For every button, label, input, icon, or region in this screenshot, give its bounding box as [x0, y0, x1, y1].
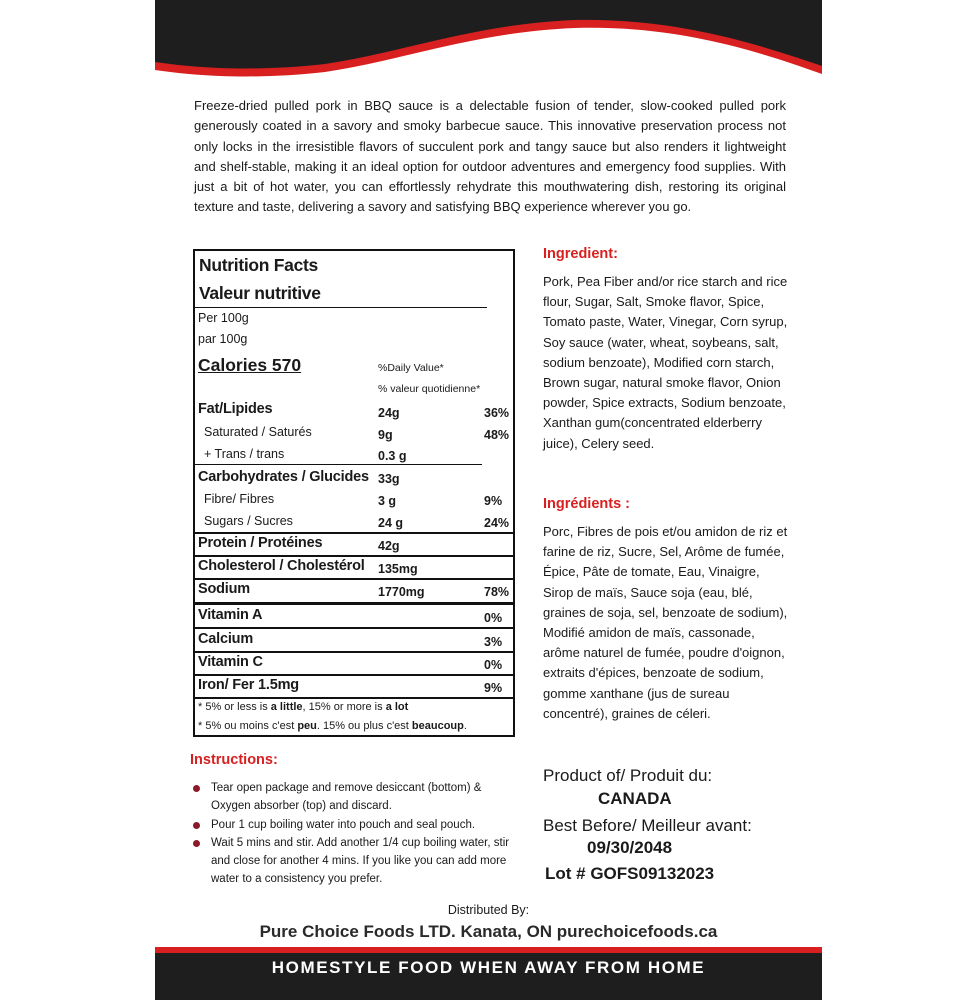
fat-dv: 36%: [484, 406, 510, 420]
fibre-label: Fibre/ Fibres: [204, 492, 275, 506]
footnote-fr: * 5% ou moins c'est peu. 15% ou plus c'est beaucoup.: [198, 720, 467, 732]
instruction-step: Pour 1 cup boiling water into pouch and seal pouch.: [190, 816, 520, 834]
iron-dv: 9%: [484, 681, 503, 695]
trans-label: + Trans / trans: [204, 447, 285, 461]
carbs-label: Carbohydrates / Glucides: [198, 469, 369, 485]
origin-country: CANADA: [598, 789, 672, 808]
sodium-label: Sodium: [198, 581, 250, 597]
calcium-dv: 3%: [484, 635, 503, 649]
divider: [195, 555, 513, 557]
cholesterol-label: Cholesterol / Cholestérol: [198, 558, 365, 574]
divider: [195, 532, 513, 534]
distributor-name: Pure Choice Foods LTD. Kanata, ON purechoicefoods.ca: [259, 922, 718, 941]
bullet-icon: [193, 822, 200, 829]
slogan: HOMESTYLE FOOD WHEN AWAY FROM HOME: [271, 958, 706, 977]
protein-amount: 42g: [378, 539, 400, 553]
top-wave-band: [155, 0, 822, 90]
protein-label: Protein / Protéines: [198, 535, 323, 551]
ingredient-heading-en: Ingredient:: [543, 246, 618, 262]
fat-label: Fat/Lipides: [198, 401, 273, 417]
saturated-dv: 48%: [484, 428, 510, 442]
divider: [195, 627, 513, 629]
calories: Calories 570: [198, 355, 302, 375]
fibre-dv: 9%: [484, 494, 503, 508]
distributed-by-label: Distributed By:: [447, 903, 530, 917]
instructions-heading: Instructions:: [190, 752, 278, 768]
trans-amount: 0.3 g: [378, 449, 407, 463]
divider: [195, 674, 513, 676]
vitamin-c-dv: 0%: [484, 658, 503, 672]
daily-value-header-fr: % valeur quotidienne*: [378, 383, 481, 395]
serving-fr: par 100g: [198, 332, 248, 346]
vitamin-a-label: Vitamin A: [198, 607, 263, 623]
serving-en: Per 100g: [198, 311, 249, 325]
ingredient-list-en: Pork, Pea Fiber and/or rice starch and rice flour, Sugar, Salt, Smoke flavor, Spice, Tomato paste, Water, Vinegar, Corn syrup, Soy sauce (water, wheat, soybeans, salt, sodium benzoate), Modified corn starch, Brown sugar, natural smoke flavor, Onion powder, Spice extracts, Sodium benzoate, Xanthan gum(concentrated elderberry juice), Celery seed.: [543, 274, 788, 451]
ingredient-heading-fr: Ingrédients :: [543, 496, 631, 512]
calcium-label: Calcium: [198, 631, 254, 647]
divider: [195, 697, 513, 699]
vitamin-c-label: Vitamin C: [198, 654, 263, 670]
sugars-dv: 24%: [484, 516, 510, 530]
best-before-label: Best Before/ Meilleur avant:: [543, 816, 752, 835]
divider: [195, 307, 487, 308]
nutrition-title-fr: Valeur nutritive: [199, 283, 321, 303]
vitamin-a-dv: 0%: [484, 611, 503, 625]
fat-amount: 24g: [378, 406, 400, 420]
nutrition-facts-table: [193, 249, 515, 737]
product-label: [155, 0, 822, 1000]
iron-label: Iron/ Fer 1.5mg: [198, 677, 299, 693]
nutrition-title-en: Nutrition Facts: [199, 255, 318, 275]
divider: [195, 602, 513, 605]
best-before-date: 09/30/2048: [587, 838, 673, 857]
sugars-amount: 24 g: [378, 516, 404, 530]
instruction-step: Tear open package and remove desiccant (bottom) & Oxygen absorber (top) and discard.: [190, 779, 520, 816]
cholesterol-amount: 135mg: [378, 562, 418, 576]
saturated-label: Saturated / Saturés: [204, 425, 312, 439]
sodium-amount: 1770mg: [378, 585, 425, 599]
carbs-amount: 33g: [378, 472, 400, 486]
sugars-label: Sugars / Sucres: [204, 514, 293, 528]
bullet-icon: [193, 785, 200, 792]
instruction-step: Wait 5 mins and stir. Add another 1/4 cup boiling water, stir and close for another 4 mins. If you like you can add more water to a consistency you prefer.: [190, 834, 520, 889]
divider: [195, 578, 513, 580]
bullet-icon: [193, 840, 200, 847]
sodium-dv: 78%: [484, 585, 510, 599]
lot-number: Lot # GOFS09132023: [545, 864, 715, 883]
daily-value-header-en: %Daily Value*: [378, 362, 444, 374]
product-description: Freeze-dried pulled pork in BBQ sauce is a delectable fusion of tender, slow-cooked pulled pork generously coated in a savory and smoky barbecue sauce. This innovative preservation process not only locks in the irresistible flavors of succulent pork and tangy sauce but also renders it lightweight and shelf-stable, making it an ideal option for outdoor adventures and emergency food supplies. With just a bit of hot water, you can effortlessly rehydrate this mouthwatering dish, restoring its original texture and taste, delivering a savory and satisfying BBQ experience wherever you go.: [194, 98, 786, 215]
divider: [195, 464, 482, 465]
fibre-amount: 3 g: [378, 494, 397, 508]
ingredient-list-fr: Porc, Fibres de pois et/ou amidon de riz et farine de riz, Sucre, Sel, Arôme de fumée, Épice, Pâte de tomate, Eau, Vinaigre, Sirop de maïs, Sauce soja (eau, blé, graines de soja, sel, benzoate de sodium), Modifié amidon de maïs, cassonade, arôme naturel de fumée, poudre d'oignon, extraits d'épices, benzoate de sodium, gomme xanthane (jus de sureau concentré), graines de céleri.: [543, 524, 788, 721]
footnote-en: * 5% or less is a little, 15% or more is a lot: [198, 701, 409, 713]
divider: [195, 651, 513, 653]
instructions-list: [190, 779, 520, 889]
saturated-amount: 9g: [378, 428, 393, 442]
origin-label: Product of/ Produit du:: [543, 766, 713, 785]
